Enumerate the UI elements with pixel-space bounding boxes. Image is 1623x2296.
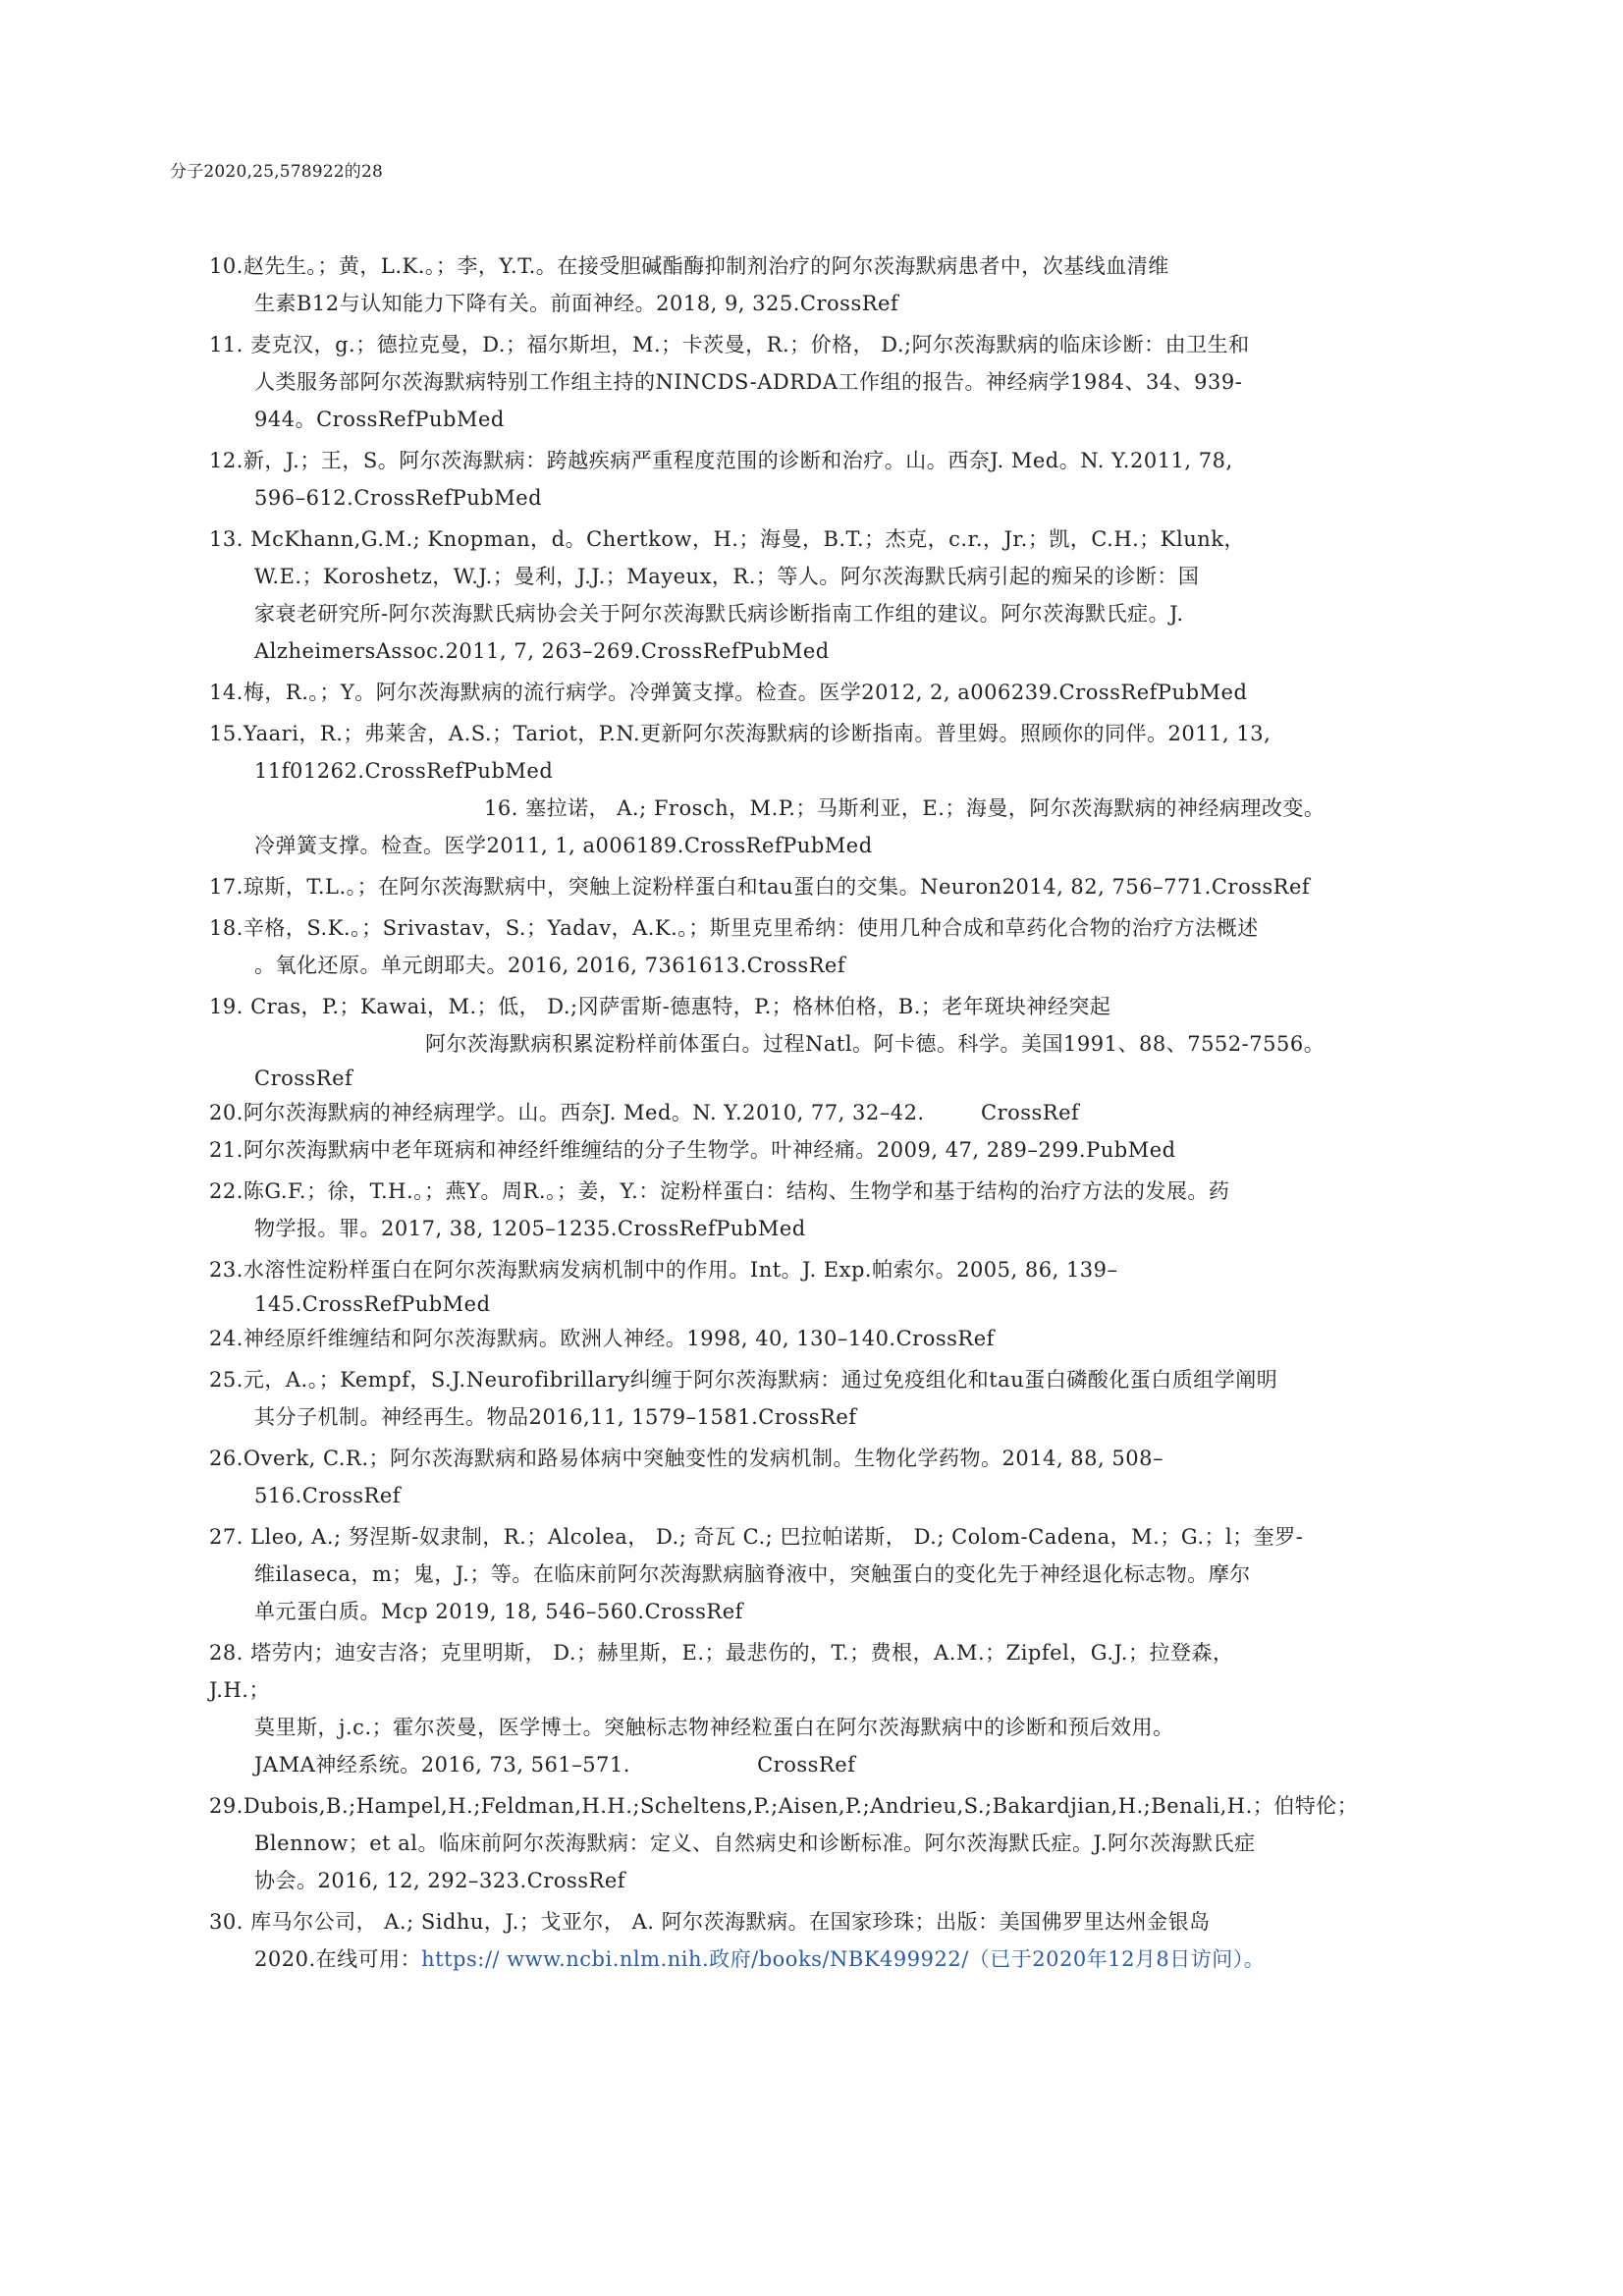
reference-line [209,1941,1427,1978]
reference-14 [209,674,1427,711]
reference-16 [209,790,1427,864]
reference-line: J.H.； [209,1678,270,1702]
reference-line: 17.琼斯，T.L.。；在阿尔茨海默病中，突触上淀粉样蛋白和tau蛋白的交集。Neuron2014, 82, 756–771.CrossRef [209,875,1311,899]
reference-line: 516.CrossRef [254,1484,402,1507]
reference-list [209,247,1427,1982]
reference-line: 28. 塔劳内；迪安吉洛；克里明斯， D.；赫里斯，E.；最悲伤的，T.；费根，A.M.；Zipfel，G.J.；拉登森， [209,1641,1234,1665]
reference-line: 10.赵先生。；黄，L.K.。；李，Y.T.。在接受胆碱酯酶抑制剂治疗的阿尔茨海默病患者中，次基线血清维 [209,254,1169,278]
reference-line: 家衰老研究所-阿尔茨海默氏病协会关于阿尔茨海默氏病诊断指南工作组的建议。阿尔茨海默氏症。J. [254,602,1184,626]
reference-24 [209,1320,1427,1357]
online-available-label: 2020.在线可用： [254,1947,422,1971]
reference-20 [209,1094,1427,1131]
reference-line: 协会。2016, 12, 292–323.CrossRef [254,1869,626,1892]
reference-29 [209,1787,1427,1899]
reference-line: 27. Lleo, A.; 努涅斯-奴隶制，R.；Alcolea， D.; 奇瓦 C.; 巴拉帕诺斯， D.; Colom-Cadena，M.；G.；l；奎罗- [209,1525,1304,1549]
reference-line: 生素B12与认知能力下降有关。前面神经。2018, 9, 325.CrossRef [254,292,899,315]
reference-line: 物学报。罪。2017, 38, 1205–1235.CrossRefPubMed [254,1217,806,1240]
reference-line: 30. 库马尔公司， A.; Sidhu，J.；戈亚尔， A. 阿尔茨海默病。在国家珍珠；出版：美国佛罗里达州金银岛 [209,1910,1211,1934]
reference-17 [209,868,1427,905]
reference-line: 18.辛格，S.K.。；Srivastav，S.；Yadav，A.K.。；斯里克里希纳：使用几种合成和草药化合物的治疗方法概述 [209,916,1259,940]
running-head: 分子2020,25,578922的28 [170,162,384,182]
reference-line: 14.梅，R.。；Y。阿尔茨海默病的流行病学。冷弹簧支撑。检查。医学2012, 2, a006239.CrossRefPubMed [209,681,1248,704]
reference-line: 29.Dubois,B.;Hampel,H.;Feldman,H.H.;Scheltens,P.;Aisen,P.;Andrieu,S.;Bakardjian,H.;Benali,H.；伯特伦； [209,1794,1359,1818]
reference-line: 莫里斯，j.c.；霍尔茨曼，医学博士。突触标志物神经粒蛋白在阿尔茨海默病中的诊断和预后效用。 [254,1716,1174,1739]
reference-line: 596–612.CrossRefPubMed [254,486,543,510]
reference-line: 20.阿尔茨海默病的神经病理学。山。西奈J. Med。N. Y.2010, 77, 32–42. CrossRef [209,1101,1080,1124]
reference-line: 人类服务部阿尔茨海默病特别工作组主持的NINCDS-ADRDA工作组的报告。神经病学1984、34、939- [254,370,1243,394]
reference-line: 单元蛋白质。Mcp 2019, 18, 546–560.CrossRef [254,1600,743,1623]
reference-line: CrossRef [254,1066,353,1090]
reference-line: 11. 麦克汉，g.；德拉克曼，D.；福尔斯坦，M.；卡茨曼，R.；价格， D.;阿尔茨海默病的临床诊断：由卫生和 [209,333,1250,356]
ncbi-link[interactable]: https:// www.ncbi.nlm.nih.政府/books/NBK499922/（已于2020年12月8日访问）。 [421,1947,1266,1971]
reference-line: 12.新，J.；王，S。阿尔茨海默病：跨越疾病严重程度范围的诊断和治疗。山。西奈J. Med。N. Y.2011, 78, [209,449,1233,472]
reference-21 [209,1131,1427,1169]
reference-12 [209,442,1427,517]
reference-line: 其分子机制。神经再生。物品2016,11, 1579–1581.CrossRef [254,1405,857,1429]
reference-line: 16. 塞拉诺， A.; Frosch，M.P.；马斯利亚，E.；海曼，阿尔茨海默病的神经病理改变。 [484,796,1325,820]
reference-30 [209,1903,1427,1978]
reference-line: 26.Overk, C.R.；阿尔茨海默病和路易体病中突触变性的发病机制。生物化学药物。2014, 88, 508– [209,1447,1163,1470]
reference-19 [209,988,1427,1094]
reference-line: 11f01262.CrossRefPubMed [254,759,554,783]
reference-line: 19. Cras，P.；Kawai，M.；低， D.;冈萨雷斯-德惠特，P.；格林伯格，B.；老年斑块神经突起 [209,995,1111,1018]
reference-27 [209,1518,1427,1630]
reference-13 [209,520,1427,670]
reference-28 [209,1634,1427,1783]
reference-line: 冷弹簧支撑。检查。医学2011, 1, a006189.CrossRefPubMed [254,834,873,857]
reference-line: 15.Yaari，R.；弗莱舍，A.S.；Tariot，P.N.更新阿尔茨海默病的诊断指南。普里姆。照顾你的同伴。2011, 13, [209,722,1271,745]
reference-15 [209,715,1427,790]
reference-line: W.E.；Koroshetz，W.J.；曼利，J.J.；Mayeux，R.；等人。阿尔茨海默氏病引起的痴呆的诊断：国 [254,565,1200,588]
reference-18 [209,909,1427,984]
reference-23 [209,1251,1427,1320]
reference-line: 22.陈G.F.；徐，T.H.。；燕Y。周R.。；姜，Y.：淀粉样蛋白：结构、生物学和基于结构的治疗方法的发展。药 [209,1179,1230,1203]
reference-line: 21.阿尔茨海默病中老年斑病和神经纤维缠结的分子生物学。叶神经痛。2009, 47, 289–299.PubMed [209,1138,1176,1162]
reference-line: Blennow；et al。临床前阿尔茨海默病：定义、自然病史和诊断标准。阿尔茨海默氏症。J.阿尔茨海默氏症 [254,1831,1256,1855]
reference-line: 145.CrossRefPubMed [254,1292,491,1316]
reference-line: AlzheimersAssoc.2011, 7, 263–269.CrossRefPubMed [254,639,830,663]
reference-line: 24.神经原纤维缠结和阿尔茨海默病。欧洲人神经。1998, 40, 130–140.CrossRef [209,1327,995,1350]
reference-line: 13. McKhann,G.M.; Knopman，d。Chertkow，H.；海曼，B.T.；杰克，c.r.，Jr.；凯，C.H.；Klunk， [209,527,1245,551]
reference-line: 25.元，A.。；Kempf，S.J.Neurofibrillary纠缠于阿尔茨海默病：通过免疫组化和tau蛋白磷酸化蛋白质组学阐明 [209,1368,1278,1392]
reference-26 [209,1440,1427,1514]
reference-line: JAMA神经系统。2016, 73, 561–571. CrossRef [254,1753,856,1777]
reference-line: 阿尔茨海默病积累淀粉样前体蛋白。过程Natl。阿卡德。科学。美国1991、88、7552-7556。 [425,1032,1325,1056]
reference-line: 维ilaseca，m；鬼，J.；等。在临床前阿尔茨海默病脑脊液中，突触蛋白的变化先于神经退化标志物。摩尔 [254,1562,1251,1586]
reference-line: 23.水溶性淀粉样蛋白在阿尔茨海默病发病机制中的作用。Int。J. Exp.帕索尔。2005, 86, 139– [209,1258,1118,1282]
reference-line: 。氧化还原。单元朗耶夫。2016, 2016, 7361613.CrossRef [254,954,846,977]
reference-25 [209,1361,1427,1436]
reference-line: 944。CrossRefPubMed [254,408,505,431]
reference-10 [209,247,1427,322]
reference-11 [209,326,1427,438]
reference-22 [209,1173,1427,1247]
